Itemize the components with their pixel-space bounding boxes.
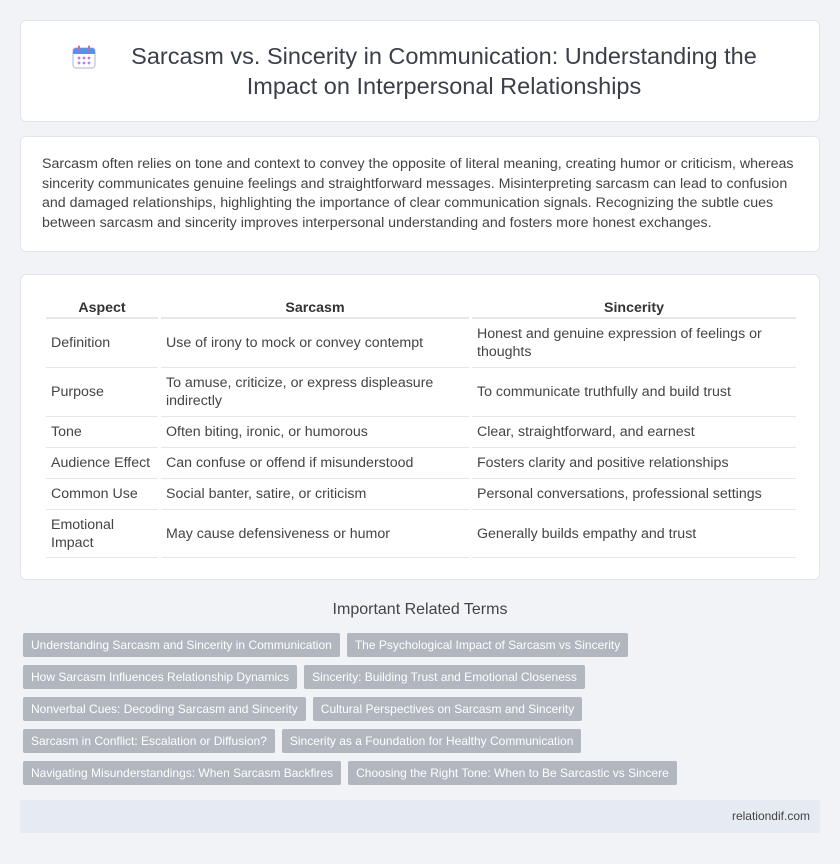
calendar-icon [71,44,97,70]
table-row [46,417,796,448]
related-term-link[interactable]: Nonverbal Cues: Decoding Sarcasm and Sincerity [23,697,306,721]
related-term-link[interactable]: Cultural Perspectives on Sarcasm and Sincerity [313,697,582,721]
aspect-cell: Audience Effect [46,448,158,479]
sarcasm-cell: Use of irony to mock or convey contempt [161,319,469,368]
footer-site-link[interactable]: relationdif.com [731,809,810,823]
sarcasm-cell: Social banter, satire, or criticism [161,479,469,510]
sincerity-cell: Generally builds empathy and trust [472,510,796,558]
footer [20,800,820,833]
sincerity-cell: Personal conversations, professional settings [472,479,796,510]
tag-row [23,697,813,729]
header-card [20,20,820,122]
aspect-cell: Emotional Impact [46,510,158,558]
comparison-table-card [20,274,820,580]
aspect-cell: Purpose [46,368,158,417]
related-terms-heading: Important Related Terms [332,601,508,618]
related-term-link[interactable]: Choosing the Right Tone: When to Be Sarcastic vs Sincere [348,761,677,785]
sincerity-cell: Honest and genuine expression of feelings or thoughts [472,319,796,368]
tag-row [23,665,813,697]
aspect-cell: Tone [46,417,158,448]
page-title: Sarcasm vs. Sincerity in Communication: Understanding the Impact on Interpersonal Relationships [131,43,757,99]
sarcasm-cell: May cause defensiveness or humor [161,510,469,558]
related-term-link[interactable]: Sarcasm in Conflict: Escalation or Diffusion? [23,729,275,753]
column-header-sincerity: Sincerity [472,295,796,319]
table-row [46,510,796,558]
table-row [46,319,796,368]
related-term-link[interactable]: Sincerity: Building Trust and Emotional Closeness [304,665,585,689]
column-header-sarcasm: Sarcasm [161,295,469,319]
sincerity-cell: To communicate truthfully and build trust [472,368,796,417]
related-term-link[interactable]: Understanding Sarcasm and Sincerity in Communication [23,633,340,657]
sincerity-cell: Clear, straightforward, and earnest [472,417,796,448]
table-row [46,448,796,479]
tag-row [23,633,813,665]
sarcasm-cell: Often biting, ironic, or humorous [161,417,469,448]
table-header-row [46,295,796,319]
comparison-table [43,295,799,558]
sarcasm-cell: Can confuse or offend if misunderstood [161,448,469,479]
aspect-cell: Common Use [46,479,158,510]
intro-card [20,136,820,252]
related-term-link[interactable]: Sincerity as a Foundation for Healthy Communication [282,729,581,753]
tag-row [23,761,813,793]
table-row [46,368,796,417]
related-term-link[interactable]: How Sarcasm Influences Relationship Dynamics [23,665,297,689]
table-row [46,479,796,510]
related-term-link[interactable]: The Psychological Impact of Sarcasm vs Sincerity [347,633,628,657]
tag-row [23,729,813,761]
related-term-link[interactable]: Navigating Misunderstandings: When Sarcasm Backfires [23,761,341,785]
column-header-aspect: Aspect [46,295,158,319]
sarcasm-cell: To amuse, criticize, or express displeasure indirectly [161,368,469,417]
intro-paragraph: Sarcasm often relies on tone and context to convey the opposite of literal meaning, creating humor or criticism, whereas sincerity communicates genuine feelings and straightforward messages. Misinterpreting sarcasm can lead to confusion and damaged relationships, highlighting the importance of clear communication signals. Recognizing the subtle cues between sarcasm and sincerity improves interpersonal understanding and fosters more honest exchanges. [42,156,794,231]
sincerity-cell: Fosters clarity and positive relationships [472,448,796,479]
related-terms-list [23,633,813,793]
aspect-cell: Definition [46,319,158,368]
